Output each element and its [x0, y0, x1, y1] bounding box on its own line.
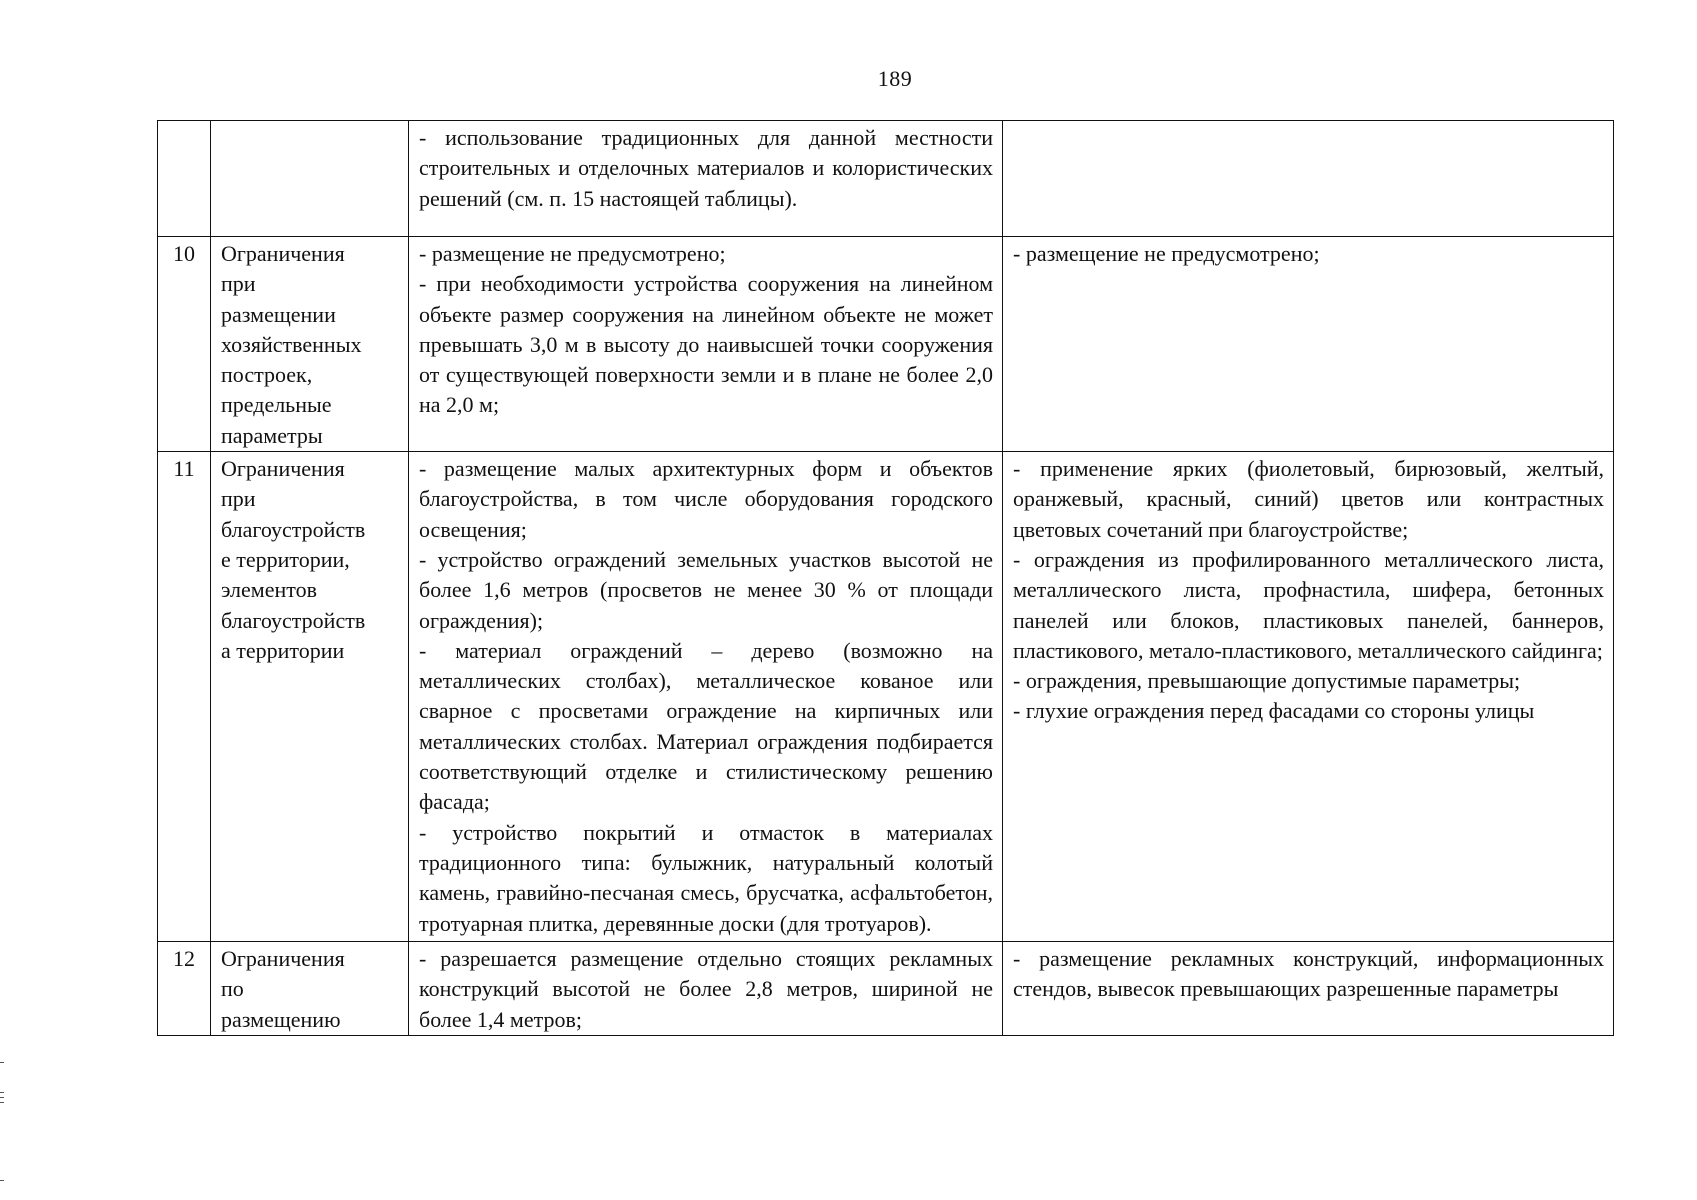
allowed-item: - размещение не предусмотрено; — [419, 241, 726, 266]
allowed-item: - размещение малых архитектурных форм и объектов благоустройства, в том числе оборудования городского освещения; — [419, 456, 993, 542]
name-line: при — [221, 271, 256, 297]
name-line: благоустройств — [221, 516, 366, 542]
name-line: при — [221, 486, 256, 512]
scan-margin-mark — [0, 1102, 4, 1103]
row-number-cell: 11 — [158, 452, 211, 942]
name-line: хозяйственных — [221, 331, 362, 357]
name-line: Ограничения — [221, 241, 345, 266]
table-row — [158, 121, 1614, 237]
allowed-item: - устройство покрытий и отмасток в материалах традиционного типа: булыжник, натуральный колотый камень, гравийно-песчаная смесь, брусчатка, асфальтобетон, тротуарная плитка, деревянные доски (для тротуаров). — [419, 819, 993, 936]
forbidden-item: - глухие ограждения перед фасадами со стороны улицы — [1013, 698, 1535, 724]
name-line: размещению — [221, 1006, 341, 1032]
name-line: параметры — [221, 422, 323, 448]
table-row — [158, 237, 1614, 452]
row-number-cell — [158, 121, 211, 237]
allowed-cell — [409, 452, 1003, 942]
table-row — [158, 942, 1614, 1036]
forbidden-item: - размещение не предусмотрено; — [1013, 241, 1320, 266]
restriction-name-cell — [211, 452, 409, 942]
name-line: элементов — [221, 577, 317, 603]
name-line: благоустройств — [221, 607, 366, 633]
forbidden-cell — [1003, 942, 1614, 1036]
allowed-cell — [409, 121, 1003, 237]
allowed-cell — [409, 237, 1003, 452]
forbidden-cell — [1003, 121, 1614, 237]
name-line: по — [221, 976, 244, 1002]
restriction-name-cell — [211, 942, 409, 1036]
forbidden-item: - применение ярких (фиолетовый, бирюзовый, желтый, оранжевый, красный, синий) цветов или контрастных цветовых сочетаний при благоустройстве; — [1013, 456, 1604, 542]
scan-margin-mark — [0, 1092, 4, 1093]
name-line: а территории — [221, 637, 345, 663]
name-line: Ограничения — [221, 456, 345, 482]
allowed-item: - использование традиционных для данной местности строительных и отделочных материалов и колористических решений (см. п. 15 настоящей таблицы). — [419, 125, 993, 211]
row-number-cell: 10 — [158, 237, 211, 452]
allowed-item: - разрешается размещение отдельно стоящих рекламных конструкций высотой не более 2,8 метров, шириной не более 1,4 метров; — [419, 946, 993, 1032]
page-number: 189 — [877, 66, 913, 91]
forbidden-item: - размещение рекламных конструкций, информационных стендов, вывесок превышающих разрешенные параметры — [1013, 946, 1604, 1002]
row-number-cell: 12 — [158, 942, 211, 1036]
forbidden-cell — [1003, 237, 1614, 452]
allowed-item: - устройство ограждений земельных участков высотой не более 1,6 метров (просветов не менее 30 % от площади ограждения); — [419, 546, 993, 633]
forbidden-cell — [1003, 452, 1614, 942]
name-line: размещении — [221, 301, 336, 327]
scan-margin-mark — [0, 1180, 4, 1181]
name-line: построек, — [221, 362, 313, 388]
name-line: Ограничения — [221, 946, 345, 972]
name-line: е территории, — [221, 546, 350, 572]
regulations-table — [157, 120, 1614, 1036]
forbidden-item: - ограждения, превышающие допустимые параметры; — [1013, 668, 1521, 694]
name-line: предельные — [221, 392, 332, 418]
restriction-name-cell — [211, 237, 409, 452]
table-row — [158, 452, 1614, 942]
scan-margin-mark — [0, 1062, 4, 1063]
allowed-item: - при необходимости устройства сооружения на линейном объекте размер сооружения на линейном объекте не может превышать 3,0 м в высоту до наивысшей точки сооружения от существующей поверхности земли и в плане не более 2,0 на 2,0 м; — [419, 271, 993, 418]
restriction-name-cell — [211, 121, 409, 237]
allowed-item: - материал ограждений – дерево (возможно на металлических столбах), металлическое кованое или сварное с просветами ограждение на кирпичных или металлических столбах. Материал ограждения подбирается соответствующий отделке и стилистическому решению фасада; — [419, 637, 993, 815]
scan-margin-mark — [0, 1097, 4, 1098]
forbidden-item: - ограждения из профилированного металлического листа, металлического листа, профнастила, шифера, бетонных панелей или блоков, пластиковых панелей, баннеров, пластикового, метало-пластикового, металлического сайдинга; — [1013, 546, 1604, 663]
allowed-cell — [409, 942, 1003, 1036]
